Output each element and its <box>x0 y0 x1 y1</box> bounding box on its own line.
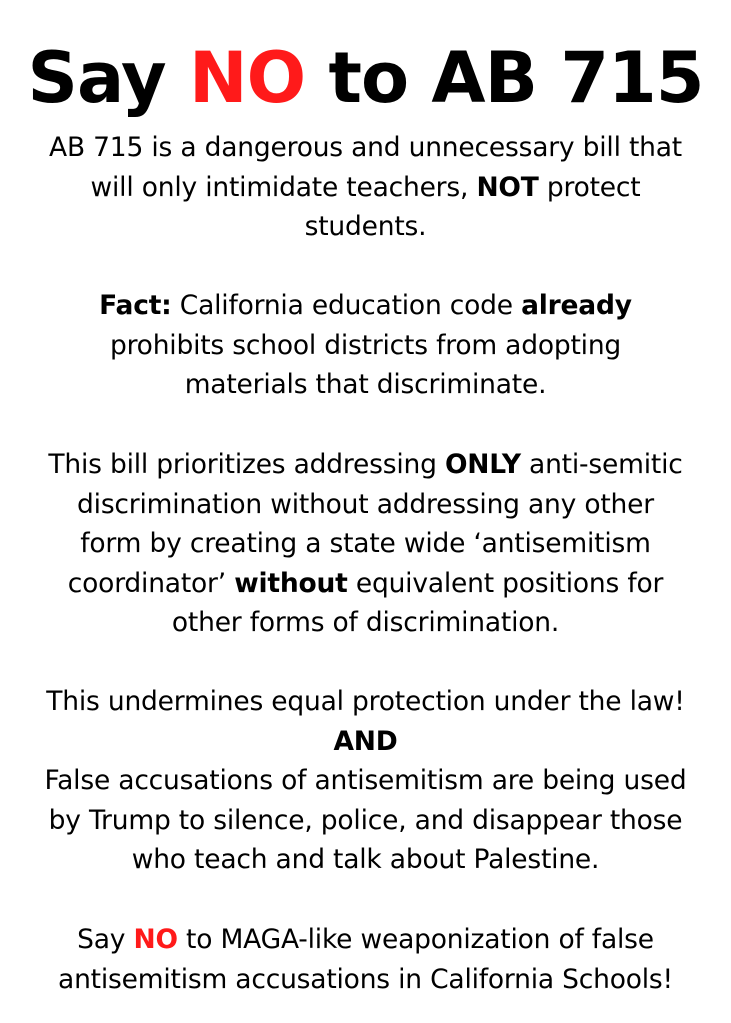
priority-paragraph <box>18 445 713 643</box>
closing-line-1-post: to MAGA-like weaponization of false <box>177 924 654 955</box>
fact-label: Fact: <box>99 290 172 321</box>
priority-line-1-post: anti-semitic <box>520 449 683 480</box>
protection-line-3: by Trump to silence, police, and disappear those <box>48 804 683 836</box>
fact-already-bold: already <box>521 290 632 321</box>
closing-line-2: antisemitism accusations in California Schools! <box>58 963 673 995</box>
intro-line-2-pre: will only intimidate teachers, <box>90 171 477 203</box>
headline-part1: Say <box>27 37 190 119</box>
priority-line-2: discrimination without addressing any other <box>77 488 654 520</box>
intro-line-2 <box>18 168 713 208</box>
priority-only-bold: ONLY <box>444 449 521 480</box>
priority-line-4-post: equivalent positions for <box>347 567 664 599</box>
fact-line-2: prohibits school districts from adopting <box>109 329 622 361</box>
closing-line-1 <box>18 920 713 960</box>
fact-line-1 <box>18 286 713 326</box>
headline-part2: to AB 715 <box>305 37 704 119</box>
closing-no-emphasis: NO <box>133 924 178 955</box>
protection-line-2: False accusations of antisemitism are being used <box>44 765 687 796</box>
priority-line-1-pre: This bill prioritizes addressing <box>48 449 445 480</box>
priority-line-5: other forms of discrimination. <box>171 607 560 638</box>
headline <box>0 38 731 118</box>
intro-line-2-post: protect <box>538 171 641 203</box>
intro-not-bold: NOT <box>476 171 539 203</box>
closing-paragraph <box>18 920 713 999</box>
protection-line-1: This undermines equal protection under the law! <box>46 686 685 717</box>
headline-no-emphasis: NO <box>189 37 306 119</box>
priority-line-1 <box>18 445 713 485</box>
protection-line-4: who teach and talk about Palestine. <box>131 844 600 875</box>
fact-line-3: materials that discriminate. <box>184 369 547 400</box>
fact-line-1-mid: California education code <box>171 290 522 321</box>
priority-line-4-pre: coordinator’ <box>67 567 235 599</box>
priority-without-bold: without <box>234 567 348 599</box>
and-connector <box>18 722 713 762</box>
intro-paragraph <box>18 128 713 247</box>
fact-paragraph <box>18 286 713 405</box>
priority-line-4 <box>18 564 713 604</box>
intro-line-1: AB 715 is a dangerous and unnecessary bill that <box>49 132 682 163</box>
and-label: AND <box>333 725 398 757</box>
intro-line-3: students. <box>304 211 427 242</box>
closing-line-1-pre: Say <box>77 924 134 955</box>
protection-paragraph <box>18 682 713 880</box>
priority-line-3: form by creating a state wide ‘antisemitism <box>80 528 651 559</box>
